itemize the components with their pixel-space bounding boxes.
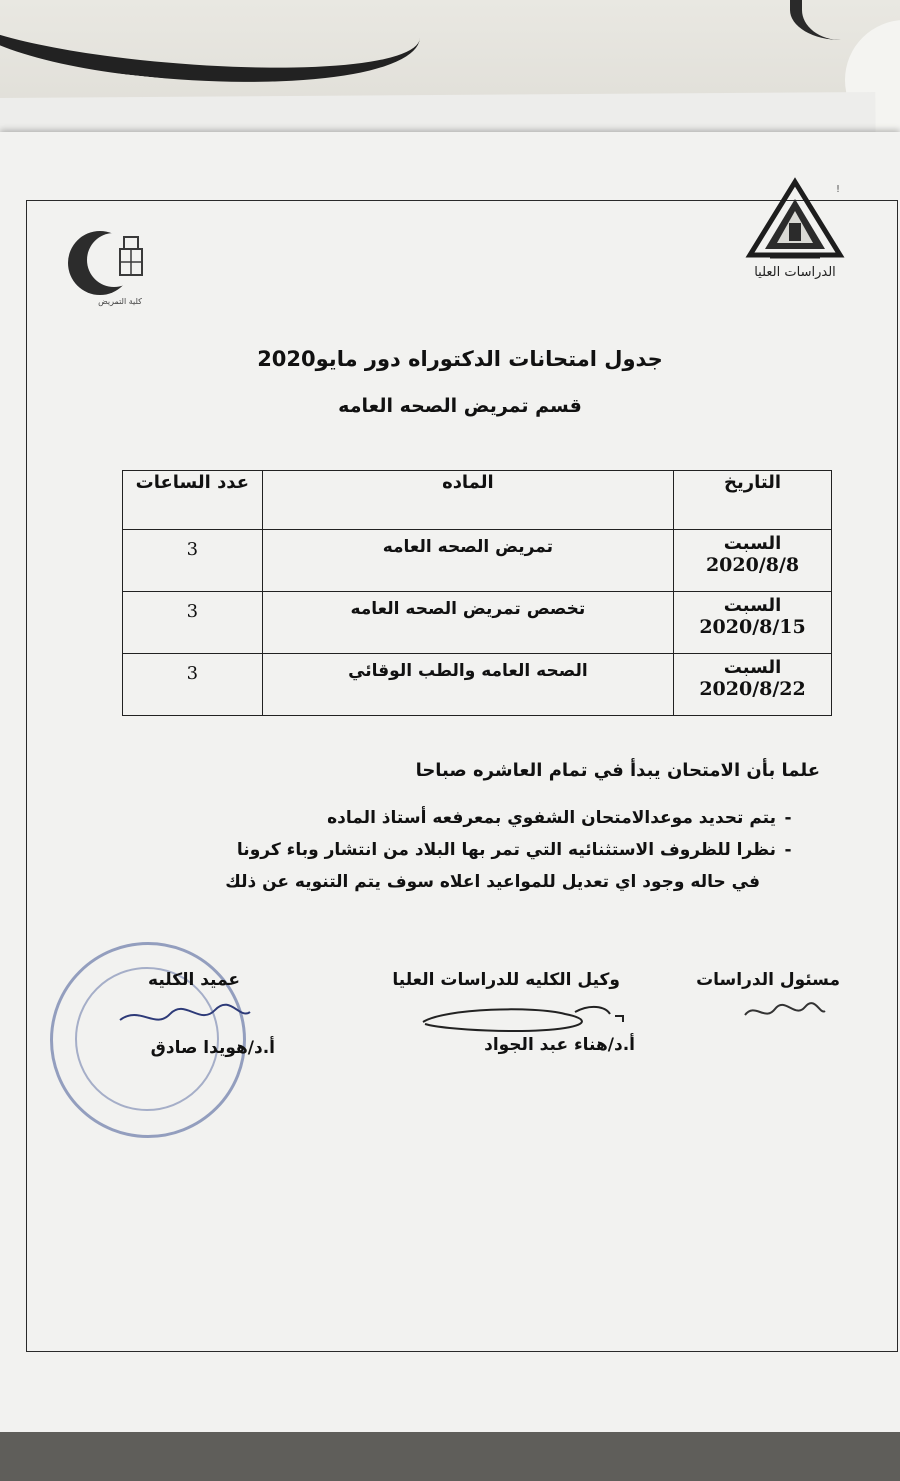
bullet-text: يتم تحديد موعدالامتحان الشفوي بمعرفعه أستاذ الماده <box>327 808 776 828</box>
subject-name: تمريض الصحه العامه <box>382 537 554 557</box>
vice-dean-signature <box>415 1000 635 1035</box>
nursing-logo-caption: كلية التمريض <box>98 297 142 306</box>
crescent-logo-icon <box>62 227 162 307</box>
department-subtitle: قسم تمريض الصحه العامه <box>338 395 582 417</box>
nursing-faculty-logo <box>62 227 162 317</box>
hours-value: 3 <box>186 601 199 622</box>
header-hours: عدد الساعات <box>123 471 263 530</box>
bullet-circumstances <box>120 840 800 860</box>
subject-name: تخصص تمريض الصحه العامه <box>350 599 586 619</box>
exam-schedule-table <box>122 470 832 716</box>
day-label: السبت <box>723 595 782 616</box>
subject-name: الصحه العامه والطب الوقائي <box>348 661 588 681</box>
pyramid-logo-icon <box>745 177 845 267</box>
studies-officer-title: مسئول الدراسات <box>696 970 840 990</box>
date-value: 2020/8/22 <box>699 678 806 700</box>
header-date: التاريخ <box>674 471 832 530</box>
hours-cell <box>123 654 263 716</box>
vice-dean-title: وكيل الكليه للدراسات العليا <box>392 970 620 990</box>
table-header-row <box>123 471 832 530</box>
bullet-dash: - <box>784 840 792 860</box>
vice-dean-name: أ.د/هناء عبد الجواد <box>484 1035 635 1055</box>
bullet-oral-exam <box>200 808 800 828</box>
postgraduate-logo <box>745 177 845 292</box>
hours-cell <box>123 592 263 654</box>
date-cell <box>674 654 832 716</box>
table-row <box>123 592 832 654</box>
date-value: 2020/8/15 <box>699 616 806 638</box>
document-title: جدول امتحانات الدكتوراه دور مايو2020 <box>257 347 663 371</box>
table-row <box>123 654 832 716</box>
hours-cell <box>123 530 263 592</box>
postgraduate-logo-caption: الدراسات العليا <box>754 265 836 280</box>
bullet-text: نظرا للظروف الاستثنائيه التي تمر بها البلاد من انتشار وباء كرونا <box>236 840 776 860</box>
header-subject: الماده <box>262 471 673 530</box>
date-cell <box>674 530 832 592</box>
bullet-continuation: في حاله وجود اي تعديل للمواعيد اعلاه سوف يتم التنويه عن ذلك <box>225 872 760 892</box>
day-label: السبت <box>723 533 782 554</box>
date-cell <box>674 592 832 654</box>
exam-start-note: علما بأن الامتحان يبدأ في تمام العاشره صباحا <box>415 760 820 781</box>
subject-cell <box>262 530 673 592</box>
studies-officer-signature <box>740 997 830 1027</box>
hours-value: 3 <box>186 663 199 684</box>
table-row <box>123 530 832 592</box>
page-mark: ! <box>836 184 841 195</box>
hours-value: 3 <box>186 539 199 560</box>
date-value: 2020/8/8 <box>705 554 800 576</box>
day-label: السبت <box>723 657 782 678</box>
dean-signature <box>110 1000 260 1035</box>
dean-title: عميد الكليه <box>148 970 240 990</box>
dean-name: أ.د/هويدا صادق <box>150 1038 275 1058</box>
subject-cell <box>262 654 673 716</box>
bullet-dash: - <box>784 808 792 828</box>
document-page <box>0 132 900 1432</box>
subject-cell <box>262 592 673 654</box>
bottom-background <box>0 1432 900 1481</box>
